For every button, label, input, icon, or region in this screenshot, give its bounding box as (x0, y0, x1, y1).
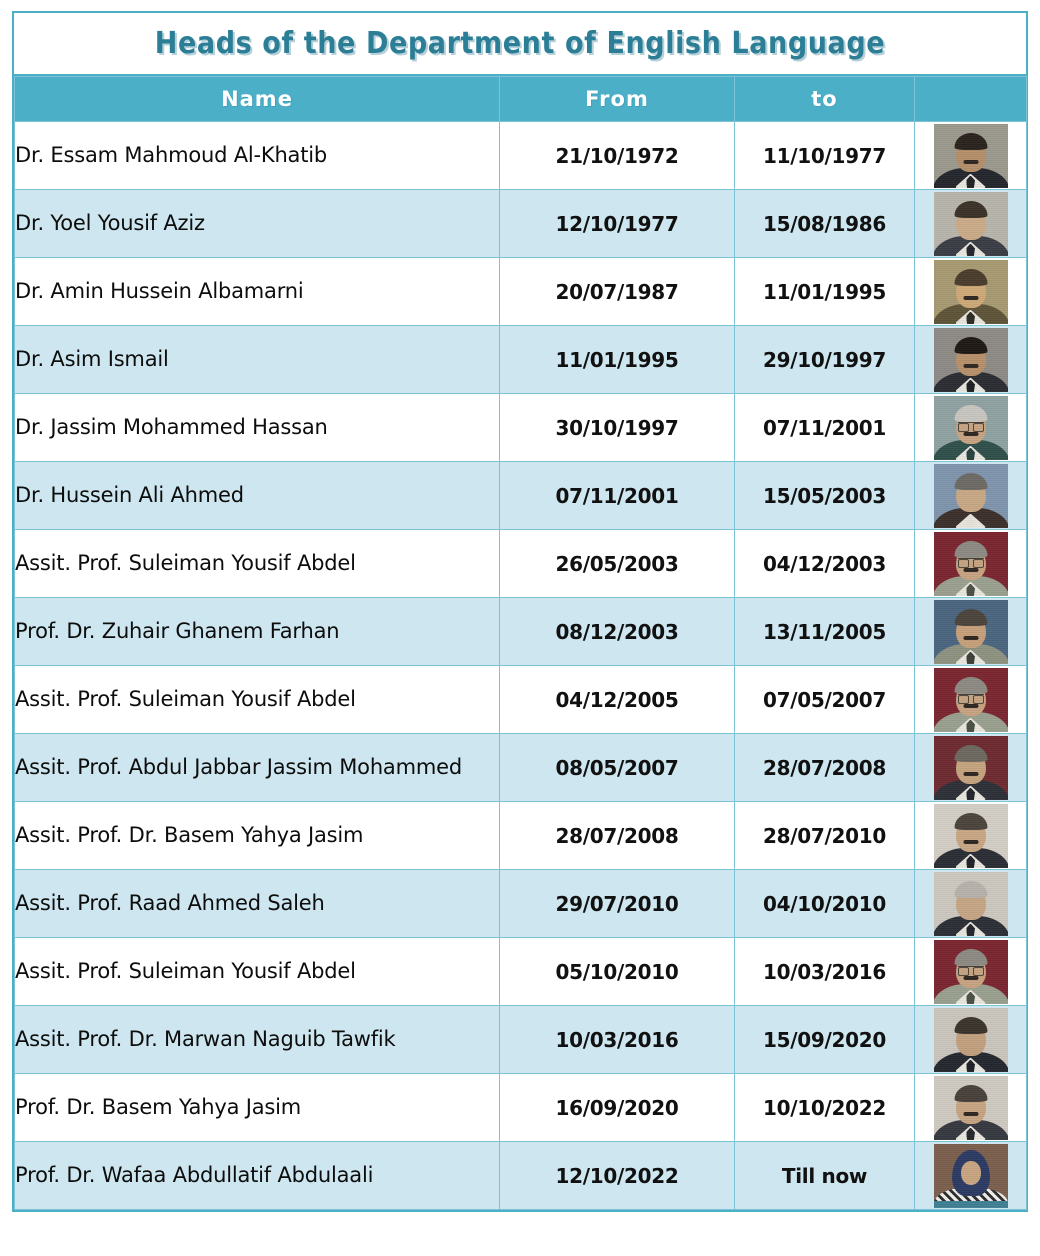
table-row[interactable] (15, 326, 1027, 394)
to-date: 28/07/2010 (763, 823, 886, 848)
cell-photo (915, 190, 1027, 258)
table-row[interactable] (15, 190, 1027, 258)
head-name: Assit. Prof. Abdul Jabbar Jassim Mohammed (15, 755, 462, 780)
cell-from-date (500, 1074, 735, 1142)
cell-to-date (735, 326, 915, 394)
from-date: 30/10/1997 (555, 415, 679, 440)
portrait-photo-marwan-naguib-tawfik (934, 1008, 1008, 1072)
cell-name (15, 122, 500, 190)
column-header-from-label: From (585, 87, 649, 111)
to-date: 13/11/2005 (763, 619, 886, 644)
portrait-photo-abdul-jabbar-jassim-mohammed (934, 736, 1008, 800)
cell-name (15, 870, 500, 938)
cell-from-date (500, 394, 735, 462)
from-date: 12/10/2022 (555, 1163, 679, 1188)
from-date: 26/05/2003 (555, 551, 679, 576)
table-row[interactable] (15, 1074, 1027, 1142)
from-date: 21/10/1972 (555, 143, 679, 168)
column-header-name-label: Name (221, 87, 293, 111)
cell-name (15, 326, 500, 394)
from-date: 07/11/2001 (555, 483, 679, 508)
from-date: 16/09/2020 (555, 1095, 679, 1120)
table-row[interactable] (15, 802, 1027, 870)
cell-to-date (735, 734, 915, 802)
head-name: Assit. Prof. Raad Ahmed Saleh (15, 891, 325, 916)
column-header-name[interactable] (15, 77, 500, 122)
cell-to-date (735, 1006, 915, 1074)
head-name: Assit. Prof. Dr. Basem Yahya Jasim (15, 823, 364, 848)
table-row[interactable] (15, 666, 1027, 734)
portrait-photo-zuhair-ghanem-farhan (934, 600, 1008, 664)
cell-photo (915, 598, 1027, 666)
cell-photo (915, 462, 1027, 530)
portrait-photo-wafaa-abdullatif-abdulaali (934, 1144, 1008, 1208)
cell-from-date (500, 1142, 735, 1210)
cell-to-date (735, 666, 915, 734)
cell-name (15, 462, 500, 530)
table-row[interactable] (15, 394, 1027, 462)
cell-from-date (500, 1006, 735, 1074)
column-header-to[interactable] (735, 77, 915, 122)
column-header-photo[interactable] (915, 77, 1027, 122)
portrait-photo-yoel-yousif-aziz (934, 192, 1008, 256)
cell-from-date (500, 462, 735, 530)
portrait-photo-amin-hussein-albamarni (934, 260, 1008, 324)
to-date: 28/07/2008 (763, 755, 886, 780)
table-head (15, 77, 1027, 122)
to-date: 11/01/1995 (763, 279, 886, 304)
table-row[interactable] (15, 938, 1027, 1006)
to-date: 10/03/2016 (763, 959, 886, 984)
from-date: 08/12/2003 (555, 619, 679, 644)
cell-from-date (500, 122, 735, 190)
cell-name (15, 258, 500, 326)
head-name: Assit. Prof. Dr. Marwan Naguib Tawfik (15, 1027, 396, 1052)
cell-name (15, 530, 500, 598)
cell-name (15, 1006, 500, 1074)
cell-name (15, 938, 500, 1006)
portrait-photo-jassim-mohammed-hassan (934, 396, 1008, 460)
cell-photo (915, 870, 1027, 938)
cell-to-date (735, 258, 915, 326)
from-date: 28/07/2008 (555, 823, 679, 848)
cell-to-date (735, 802, 915, 870)
cell-photo (915, 122, 1027, 190)
table-row[interactable] (15, 530, 1027, 598)
cell-from-date (500, 938, 735, 1006)
cell-from-date (500, 598, 735, 666)
to-date: 04/10/2010 (763, 891, 886, 916)
head-name: Dr. Amin Hussein Albamarni (15, 279, 304, 304)
cell-photo (915, 938, 1027, 1006)
to-date: 15/09/2020 (763, 1027, 886, 1052)
cell-to-date (735, 122, 915, 190)
cell-from-date (500, 734, 735, 802)
to-date: 07/11/2001 (763, 415, 886, 440)
head-name: Assit. Prof. Suleiman Yousif Abdel (15, 959, 356, 984)
to-date: 07/05/2007 (763, 687, 886, 712)
to-date: 11/10/1977 (763, 143, 886, 168)
cell-from-date (500, 190, 735, 258)
head-name: Dr. Jassim Mohammed Hassan (15, 415, 328, 440)
portrait-photo-suleiman-yousif-abdel-3 (934, 940, 1008, 1004)
cell-from-date (500, 870, 735, 938)
cell-photo (915, 530, 1027, 598)
from-date: 10/03/2016 (555, 1027, 679, 1052)
cell-name (15, 394, 500, 462)
cell-name (15, 1142, 500, 1210)
cell-photo (915, 666, 1027, 734)
portrait-photo-suleiman-yousif-abdel-2 (934, 668, 1008, 732)
head-name: Dr. Essam Mahmoud Al-Khatib (15, 143, 328, 168)
from-date: 20/07/1987 (555, 279, 679, 304)
to-date: 29/10/1997 (763, 347, 886, 372)
cell-from-date (500, 802, 735, 870)
head-name: Dr. Asim Ismail (15, 347, 169, 372)
cell-to-date (735, 1142, 915, 1210)
table-row[interactable] (15, 598, 1027, 666)
to-date: Till now (781, 1163, 868, 1188)
portrait-photo-asim-ismail (934, 328, 1008, 392)
cell-to-date (735, 598, 915, 666)
head-name: Dr. Hussein Ali Ahmed (15, 483, 244, 508)
cell-from-date (500, 666, 735, 734)
head-name: Assit. Prof. Suleiman Yousif Abdel (15, 687, 356, 712)
to-date: 15/08/1986 (763, 211, 886, 236)
cell-photo (915, 394, 1027, 462)
cell-name (15, 802, 500, 870)
to-date: 10/10/2022 (763, 1095, 886, 1120)
cell-name (15, 1074, 500, 1142)
head-name: Prof. Dr. Wafaa Abdullatif Abdulaali (15, 1163, 374, 1188)
cell-name (15, 734, 500, 802)
cell-to-date (735, 870, 915, 938)
portrait-photo-suleiman-yousif-abdel (934, 532, 1008, 596)
table-body (15, 122, 1027, 1210)
to-date: 04/12/2003 (763, 551, 886, 576)
table-row[interactable] (15, 258, 1027, 326)
cell-to-date (735, 938, 915, 1006)
cell-to-date (735, 394, 915, 462)
table-header-row (15, 77, 1027, 122)
table-row[interactable] (15, 1006, 1027, 1074)
cell-photo (915, 258, 1027, 326)
page-title: Heads of the Department of English Language (154, 26, 886, 61)
from-date: 04/12/2005 (555, 687, 679, 712)
cell-from-date (500, 258, 735, 326)
portrait-photo-basem-yahya-jasim (934, 804, 1008, 868)
to-date: 15/05/2003 (763, 483, 886, 508)
head-name: Prof. Dr. Zuhair Ghanem Farhan (15, 619, 340, 644)
portrait-photo-raad-ahmed-saleh (934, 872, 1008, 936)
cell-to-date (735, 462, 915, 530)
from-date: 05/10/2010 (555, 959, 679, 984)
column-header-to-label: to (811, 87, 838, 111)
table-row[interactable] (15, 870, 1027, 938)
cell-name (15, 598, 500, 666)
cell-photo (915, 1074, 1027, 1142)
head-name: Dr. Yoel Yousif Aziz (15, 211, 205, 236)
heads-of-department-table (14, 76, 1027, 1210)
table-row[interactable] (15, 734, 1027, 802)
head-name: Prof. Dr. Basem Yahya Jasim (15, 1095, 302, 1120)
cell-to-date (735, 1074, 915, 1142)
cell-photo (915, 734, 1027, 802)
cell-photo (915, 1006, 1027, 1074)
from-date: 08/05/2007 (555, 755, 679, 780)
table-row[interactable] (15, 122, 1027, 190)
head-name: Assit. Prof. Suleiman Yousif Abdel (15, 551, 356, 576)
cell-name (15, 190, 500, 258)
cell-photo (915, 802, 1027, 870)
from-date: 12/10/1977 (555, 211, 679, 236)
portrait-photo-hussein-ali-ahmed (934, 464, 1008, 528)
table-row[interactable] (15, 462, 1027, 530)
portrait-photo-basem-yahya-jasim-2 (934, 1076, 1008, 1140)
cell-photo (915, 1142, 1027, 1210)
portrait-photo-essam-mahmoud-al-khatib (934, 124, 1008, 188)
cell-name (15, 666, 500, 734)
cell-to-date (735, 530, 915, 598)
from-date: 29/07/2010 (555, 891, 679, 916)
cell-photo (915, 326, 1027, 394)
from-date: 11/01/1995 (555, 347, 679, 372)
table-title-row (14, 13, 1026, 76)
column-header-from[interactable] (500, 77, 735, 122)
table-row[interactable] (15, 1142, 1027, 1210)
cell-from-date (500, 326, 735, 394)
cell-to-date (735, 190, 915, 258)
heads-of-department-table-container (12, 11, 1028, 1212)
cell-from-date (500, 530, 735, 598)
